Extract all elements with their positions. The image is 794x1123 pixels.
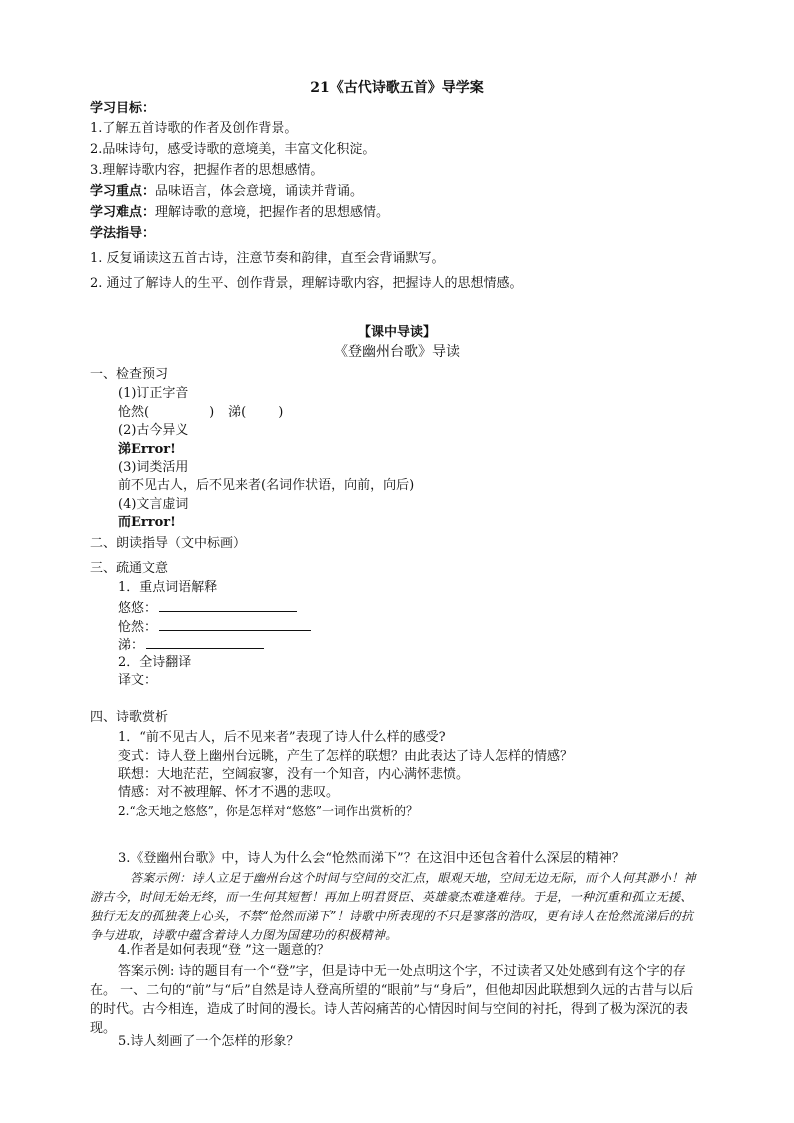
- part4-q3: 3.《登幽州台歌》中，诗人为什么会“怆然而涕下”？在这泪中还包含着什么深层的精神？: [118, 851, 625, 866]
- difficulty-line: [90, 205, 389, 221]
- objective-item: 2.品味诗句，感受诗歌的意境美，丰富文化积淀。: [90, 142, 376, 157]
- part1-q2-line: 涕Error!: [118, 442, 176, 457]
- method-heading: 学法指导：: [90, 226, 156, 241]
- difficulty-label: 学习难点：: [90, 205, 156, 220]
- part1-q2: (2)古今异义: [118, 423, 189, 438]
- q1-b-close: ): [278, 405, 284, 420]
- key-point-text: 品味语言，体会意境，诵读并背诵。: [155, 184, 364, 199]
- answer-blank[interactable]: [159, 618, 311, 631]
- part1-q3-line: 前不见古人，后不见来者(名词作状语，向前，向后): [118, 478, 415, 493]
- method-item: 1. 反复诵读这五首古诗，注意节奏和韵律，直至会背诵默写。: [90, 251, 445, 266]
- key-point-line: [90, 184, 363, 200]
- part1-q4: (4)文言虚词: [118, 497, 189, 512]
- part3-heading: 三、疏通文意: [90, 561, 169, 576]
- answer-4: 答案示例: 诗的题目有一个“登”字，但是诗中无一处点明这个字，不过读者又处处感到有这个字的存在。 一、二句的“前”与“后”自然是诗人登高所望的“眼前”与“身后”，但他却因此联想到久远的古昔与以后的时代。古今相连，造成了时间的漫长。诗人苦闷痛苦的心情因时间与空间的衬托，得到了极为深沉的表现。: [90, 964, 694, 1036]
- part3-sub1: 1．重点词语解释: [118, 580, 218, 595]
- q1-b-label: 涕(: [228, 405, 247, 420]
- q1-a-label: 怆然(: [118, 405, 150, 420]
- word-line: [118, 636, 264, 654]
- part1-heading: 一、检查预习: [90, 367, 169, 382]
- part1-q4-line: 而Error!: [118, 515, 176, 530]
- objectives-heading: 学习目标：: [90, 101, 156, 116]
- part4-emotion: 情感：对不被理解、怀才不遇的悲叹。: [118, 785, 340, 800]
- answer-3: 答案示例：诗人立足于幽州台这个时间与空间的交汇点，眼观天地，空间无边无际，而个人何其渺小！神游古今，时间无始无终，而一生何其短暂！再加上明君贤臣、英雄豪杰难逢难待。于是，一种沉重和孤立无援、独行无友的孤独袭上心头，不禁“怆然而涕下”！诗歌中所表现的不只是寥落的浩叹，更有诗人在怆然流涕后的抗争与进取，诗歌中蕴含着诗人力图为国建功的积极精神。: [90, 871, 696, 942]
- part2-heading: 二、朗读指导（文中标画）: [90, 536, 247, 551]
- objective-item: 3.理解诗歌内容，把握作者的思想感情。: [90, 163, 324, 178]
- method-item: 2. 通过了解诗人的生平、创作背景，理解诗歌内容，把握诗人的思想情感。: [90, 276, 523, 291]
- word-label: 悠悠：: [118, 601, 158, 616]
- part4-association: 联想：大地茫茫，空阔寂寥，没有一个知音，内心满怀悲愤。: [118, 767, 470, 782]
- difficulty-text: 理解诗歌的意境，把握作者的思想感情。: [155, 205, 390, 220]
- part4-q1: 1．“前不见古人，后不见来者”表现了诗人什么样的感受?: [118, 730, 446, 745]
- translation-label: 译文：: [118, 673, 158, 688]
- answer-blank[interactable]: [146, 636, 264, 649]
- part1-q1-line: [118, 405, 283, 421]
- page-title: 21《古代诗歌五首》导学案: [310, 80, 484, 96]
- part4-q5: 5.诗人刻画了一个怎样的形象？: [118, 1034, 300, 1049]
- objective-item: 1.了解五首诗歌的作者及创作背景。: [90, 121, 298, 136]
- word-line: [118, 618, 311, 636]
- word-label: 怆然：: [118, 620, 158, 635]
- part4-q4: 4.作者是如何表现“登 ”这一题意的？: [118, 943, 330, 958]
- word-line: [118, 599, 297, 617]
- key-point-label: 学习重点：: [90, 184, 156, 199]
- sub-title: 《登幽州台歌》导读: [334, 344, 460, 360]
- part1-q1: (1)订正字音: [118, 386, 189, 401]
- part3-sub2: 2．全诗翻译: [118, 655, 192, 670]
- part1-q3: (3)词类活用: [118, 460, 189, 475]
- part4-variant: 变式：诗人登上幽州台远眺，产生了怎样的联想？由此表达了诗人怎样的情感？: [118, 749, 574, 764]
- part4-q2: 2.“念天地之悠悠”，你是怎样对“悠悠”一词作出赏析的？: [118, 804, 418, 818]
- word-label: 涕：: [118, 638, 145, 653]
- q1-a-close: ): [209, 405, 215, 420]
- answer-blank[interactable]: [159, 599, 297, 612]
- part4-heading: 四、诗歌赏析: [90, 710, 169, 725]
- section-title: 【课中导读】: [357, 325, 436, 340]
